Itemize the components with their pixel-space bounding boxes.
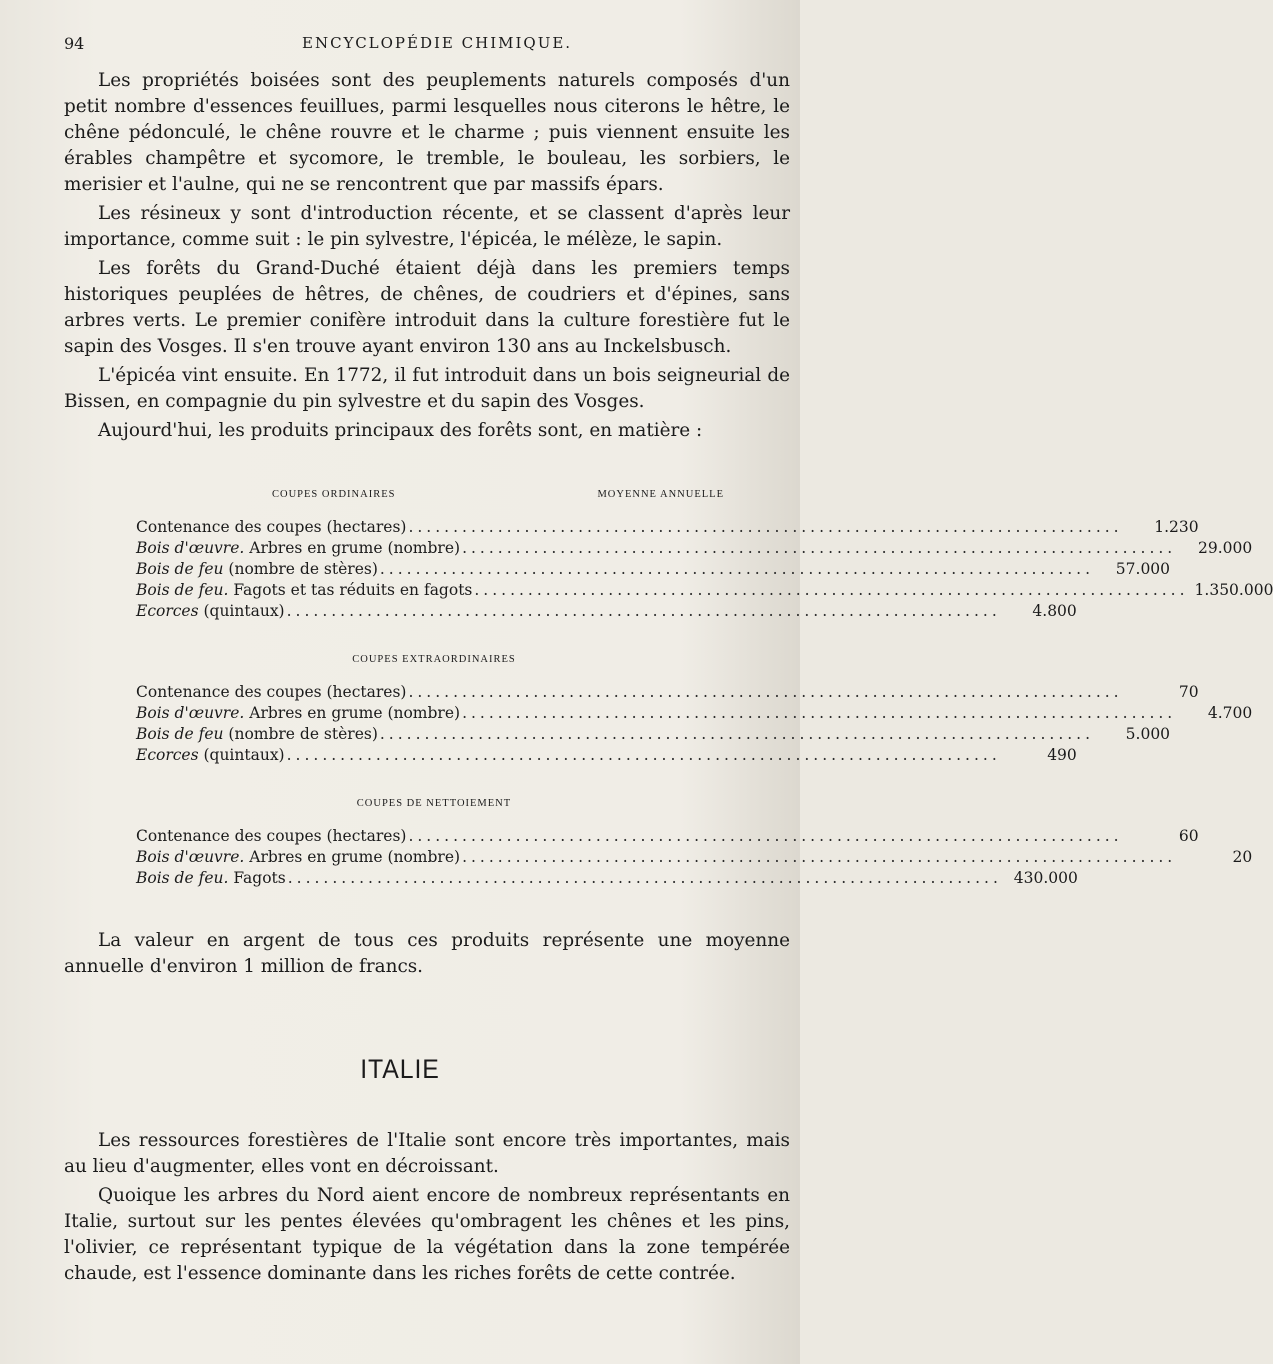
row-label	[136, 538, 460, 559]
leader-dots: ................................................................................	[287, 869, 1002, 887]
row-label	[136, 601, 285, 622]
table-row	[136, 847, 1253, 868]
table-column-headers	[136, 489, 732, 511]
paragraph: Les forêts du Grand-Duché étaient déjà dans les premiers temps historiques peuplées de hêtres, de chênes, de coudriers et d'épines, sans arbres verts. Le premier conifère introduit dans la culture forestière fut le sapin des Vosges. Il s'en trouve ayant environ 130 ans au Inckelsbusch.	[64, 258, 790, 357]
row-value: 57.000	[1115, 560, 1171, 578]
table-row	[136, 517, 1199, 538]
row-label-text: Contenance des coupes (hectares)	[136, 827, 407, 845]
leader-dots: ................................................................................	[462, 539, 1177, 557]
row-label-text: Fagots et tas réduits en fagots	[228, 581, 473, 599]
leader-dots: ................................................................................	[408, 683, 1123, 701]
italie-text	[64, 1128, 790, 1287]
row-label	[136, 847, 460, 868]
table-group-ordinaires	[136, 517, 1273, 622]
page-header	[64, 30, 754, 56]
row-label	[136, 559, 378, 580]
row-label	[136, 580, 472, 601]
subheader-coupes-extraordinaires: COUPES EXTRAORDINAIRES	[352, 654, 516, 665]
row-label-text: (nombre de stères)	[223, 725, 378, 743]
row-label	[136, 703, 460, 724]
leader-dots: ................................................................................	[379, 560, 1095, 578]
table-row	[136, 868, 1078, 889]
row-label-italic: Bois de feu.	[136, 869, 229, 887]
row-label-italic: Bois de feu	[136, 725, 224, 743]
row-label	[136, 517, 406, 538]
leader-dots: ................................................................................	[474, 581, 1189, 599]
row-value: 1.230	[1154, 518, 1199, 536]
row-value: 5.000	[1125, 725, 1171, 743]
row-label	[136, 682, 406, 703]
table-group-nettoiement	[136, 826, 1253, 889]
row-label-text: Arbres en grume (nombre)	[244, 539, 461, 557]
row-label-text: Contenance des coupes (hectares)	[136, 683, 407, 701]
intro-text	[64, 68, 790, 444]
row-label-italic: Ecorces	[136, 746, 199, 764]
leader-dots: ................................................................................	[379, 725, 1095, 743]
subheader-coupes-nettoiement: COUPES DE NETTOIEMENT	[356, 798, 512, 809]
paragraph: Les résineux y sont d'introduction récente, et se classent d'après leur importance, comme suit : le pin sylvestre, l'épicéa, le mélèze, le sapin.	[64, 203, 790, 250]
row-label-italic: Bois d'œuvre.	[136, 848, 245, 866]
row-label	[136, 826, 406, 847]
row-value: 1.350.000	[1194, 581, 1273, 599]
table-row	[136, 703, 1253, 724]
row-label-italic: Bois de feu.	[136, 581, 229, 599]
table-row	[136, 745, 1077, 766]
forest-products-table	[136, 489, 1273, 889]
row-label	[136, 724, 378, 745]
leader-dots: ................................................................................	[462, 848, 1177, 866]
col-head-moyenne-annuelle: MOYENNE ANNUELLE	[597, 489, 724, 500]
row-value: 4.800	[1032, 602, 1077, 620]
row-value: 4.700	[1207, 704, 1253, 722]
leader-dots: ................................................................................	[462, 704, 1177, 722]
row-label	[136, 868, 286, 889]
table-row	[136, 826, 1199, 847]
paragraph: L'épicéa vint ensuite. En 1772, il fut introduit dans un bois seigneurial de Bissen, en compagnie du pin sylvestre et du sapin des Vosges.	[64, 365, 790, 412]
row-label-text: (quintaux)	[198, 746, 285, 764]
row-value: 20	[1232, 848, 1253, 866]
paragraph: Quoique les arbres du Nord aient encore de nombreux représentants en Italie, surtout sur les pentes élevées qu'ombragent les chênes et les pins, l'olivier, ce représentant typique de la végétation dans la zone tempérée chaude, est l'essence dominante dans les riches forêts de cette contrée.	[64, 1185, 790, 1284]
row-label-text: Arbres en grume (nombre)	[244, 848, 461, 866]
row-value: 29.000	[1197, 539, 1253, 557]
table-row	[136, 538, 1253, 559]
table-row	[136, 559, 1171, 580]
paragraph: Les propriétés boisées sont des peuplements naturels composés d'un petit nombre d'essences feuillues, parmi lesquelles nous citerons le hêtre, le chêne pédonculé, le chêne rouvre et le charme ; puis viennent ensuite les érables champêtre et sycomore, le tremble, le bouleau, les sorbiers, le merisier et l'aulne, qui ne se rencontrent que par massifs épars.	[64, 70, 790, 195]
table-row	[136, 601, 1077, 622]
row-label	[136, 745, 285, 766]
leader-dots: ................................................................................	[408, 518, 1123, 536]
row-label-text: (quintaux)	[198, 602, 285, 620]
value-text	[64, 928, 790, 980]
table-row	[136, 580, 1273, 601]
table-row	[136, 724, 1171, 745]
row-label-text: Contenance des coupes (hectares)	[136, 518, 407, 536]
running-title: ENCYCLOPÉDIE CHIMIQUE.	[302, 34, 573, 52]
page-number: 94	[64, 34, 85, 53]
table-subheader	[136, 792, 732, 816]
row-value: 490	[1047, 746, 1077, 764]
col-head-coupes-ordinaires: COUPES ORDINAIRES	[272, 489, 396, 500]
row-label-italic: Ecorces	[136, 602, 199, 620]
row-label-italic: Bois de feu	[136, 560, 224, 578]
paragraph: Aujourd'hui, les produits principaux des forêts sont, en matière :	[98, 420, 703, 441]
table-group-extraordinaires	[136, 682, 1253, 766]
row-value: 60	[1178, 827, 1199, 845]
leader-dots: ................................................................................	[286, 746, 1001, 764]
paragraph: Les ressources forestières de l'Italie sont encore très importantes, mais au lieu d'augmenter, elles vont en décroissant.	[64, 1130, 790, 1177]
row-label-text: Arbres en grume (nombre)	[244, 704, 461, 722]
row-label-text: (nombre de stères)	[223, 560, 378, 578]
leader-dots: ................................................................................	[286, 602, 1001, 620]
row-value: 70	[1178, 683, 1199, 701]
table-row	[136, 682, 1199, 703]
row-label-italic: Bois d'œuvre.	[136, 704, 245, 722]
row-label-italic: Bois d'œuvre.	[136, 539, 245, 557]
paragraph: La valeur en argent de tous ces produits représente une moyenne annuelle d'environ 1 million de francs.	[64, 930, 790, 977]
row-label-text: Fagots	[228, 869, 286, 887]
leader-dots: ................................................................................	[408, 827, 1123, 845]
table-subheader	[136, 648, 732, 672]
section-title-italie: ITALIE	[360, 1054, 440, 1084]
row-value: 430.000	[1013, 869, 1078, 887]
